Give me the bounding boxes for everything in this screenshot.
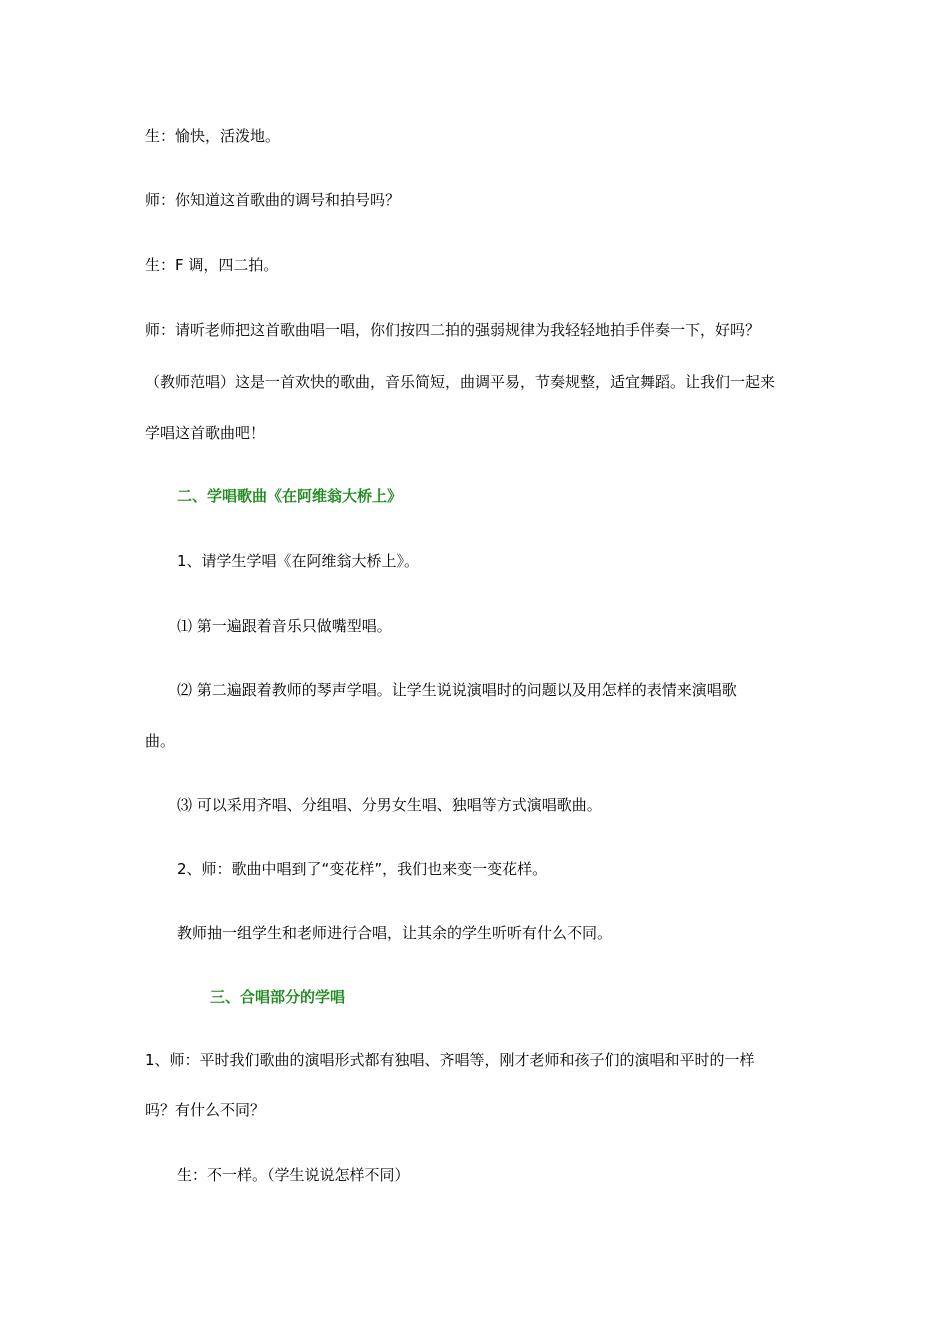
- paragraph-line: （教师范唱）这是一首欢快的歌曲，音乐简短，曲调平易，节奏规整，适宜舞蹈。让我们一起来: [145, 373, 776, 391]
- section-heading: 三、合唱部分的学唱: [210, 988, 346, 1006]
- dialogue-line: 生：不一样。（学生说说怎样不同）: [177, 1166, 410, 1184]
- paragraph-line: 教师抽一组学生和老师进行合唱，让其余的学生听听有什么不同。: [177, 924, 613, 942]
- dialogue-line: 生：愉快，活泼地。: [145, 127, 281, 145]
- list-item: ⑶ 可以采用齐唱、分组唱、分男女生唱、独唱等方式演唱歌曲。: [177, 796, 602, 814]
- list-item: ⑵ 第二遍跟着教师的琴声学唱。让学生说说演唱时的问题以及用怎样的表情来演唱歌: [177, 681, 737, 699]
- dialogue-line: 师：请听老师把这首歌曲唱一唱，你们按四二拍的强弱规律为我轻轻地拍手伴奏一下，好吗？: [145, 321, 761, 339]
- paragraph-line: 吗？有什么不同？: [145, 1101, 266, 1119]
- dialogue-line: 生：F 调，四二拍。: [145, 256, 279, 274]
- list-item: 1、请学生学唱《在阿维翁大桥上》。: [177, 552, 420, 570]
- dialogue-line: 师：你知道这首歌曲的调号和拍号吗？: [145, 191, 401, 209]
- list-item: 1、师：平时我们歌曲的演唱形式都有独唱、齐唱等，刚才老师和孩子们的演唱和平时的一样: [145, 1051, 755, 1069]
- paragraph-line: 学唱这首歌曲吧！: [145, 424, 266, 442]
- paragraph-line: 曲。: [145, 732, 176, 750]
- section-heading: 二、学唱歌曲《在阿维翁大桥上》: [177, 487, 403, 505]
- list-item: 2、师：歌曲中唱到了“变花样”，我们也来变一变花样。: [177, 860, 548, 878]
- list-item: ⑴ 第一遍跟着音乐只做嘴型唱。: [177, 617, 392, 635]
